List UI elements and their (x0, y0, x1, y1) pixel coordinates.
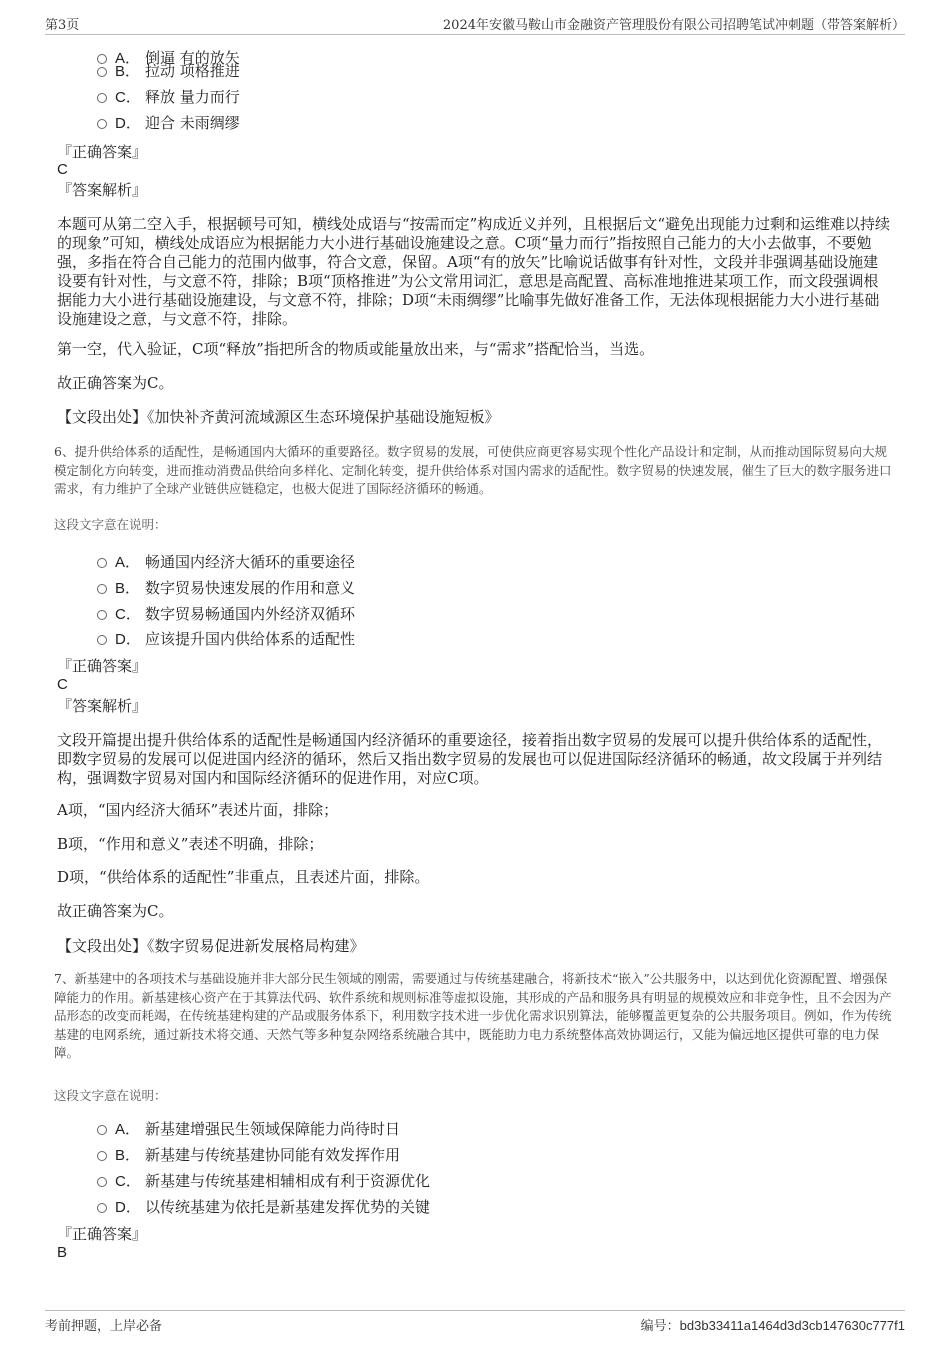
q6-answer: C (57, 676, 68, 693)
q6-source: 【文段出处】《数字贸易促进新发展格局构建》 (57, 937, 365, 955)
q7-question-text: 7、新基建中的各项技术与基础设施并非大部分民生领域的刚需，需要通过与传统基建融合，将新技术“嵌入”公共服务中，以达到优化资源配置、增强保障能力的作用。新基建核心资产在于其算法代码、软件系统和规则标准等虚拟设施，其形成的产品和服务具有明显的规模效应和非竞争性，且不会因为产品形态的改变而耗竭，在传统基建构建的产品或服务体系下，利用数字技术进一步优化需求识别算法，能够覆盖更复杂的公共服务项目。例如，作为传统基建的电网系统，通过新技术将交通、天然气等多种复杂网络系统融合其中，既能助力电力系统整体高效协调运行，又能为偏远地区提供可靠的电力保障。 (54, 971, 892, 1060)
q7-answer-label: 『正确答案』 (57, 1225, 148, 1243)
radio-icon[interactable] (97, 1203, 107, 1213)
q5-option-a[interactable]: A． 倒逼 有的放矢 (97, 49, 240, 68)
radio-icon[interactable] (97, 584, 107, 594)
document-title: 2024年安徽马鞍山市金融资产管理股份有限公司招聘笔试冲刺题（带答案解析） (442, 18, 905, 33)
q6-option-b[interactable]: B． 数字贸易快速发展的作用和意义 (97, 579, 355, 598)
radio-icon[interactable] (97, 635, 107, 645)
q6-option-c[interactable]: C． 数字贸易畅通国内外经济双循环 (97, 605, 355, 624)
radio-icon[interactable] (97, 1177, 107, 1187)
radio-icon[interactable] (97, 610, 107, 620)
q5-answer-label: 『正确答案』 (57, 143, 148, 161)
radio-icon[interactable] (97, 1151, 107, 1161)
q6-analysis-paragraph: D项，“供给体系的适配性”非重点，且表述片面，排除。 (57, 868, 430, 886)
q6-analysis-paragraph: A项，“国内经济大循环”表述片面，排除； (57, 801, 339, 819)
q5-analysis-paragraph: 故正确答案为C。 (57, 374, 174, 392)
q5-analysis-paragraph: 第一空，代入验证，C项“释放”指把所含的物质或能量放出来，与“需求”搭配恰当，当选。 (57, 340, 655, 358)
q5-option-d[interactable]: D． 迎合 未雨绸缪 (97, 114, 240, 133)
q5-option-b[interactable]: B． 拉动 项格推进 (97, 62, 240, 81)
q5-answer: C (57, 161, 68, 178)
q5-option-c[interactable]: C． 释放 量力而行 (97, 88, 240, 107)
radio-icon[interactable] (97, 558, 107, 568)
q6-answer-label: 『正确答案』 (57, 657, 148, 675)
page-number: 第3页 (45, 18, 80, 33)
page-header (45, 12, 905, 35)
q7-option-c[interactable]: C． 新基建与传统基建相辅相成有利于资源优化 (97, 1172, 430, 1191)
q6-question-text: 6、提升供给体系的适配性，是畅通国内大循环的重要路径。数字贸易的发展，可使供应商更容易实现个性化产品设计和定制，从而推动国际贸易向大规模定制化方向转变，进而推动消费品供给向多样化、定制化转变，提升供给体系对国内需求的适配性。数字贸易的快速发展，催生了巨大的数字服务进口需求，有力维护了全球产业链供应链稳定，也极大促进了国际经济循环的畅通。 (54, 444, 892, 496)
q6-analysis-label: 『答案解析』 (57, 697, 148, 715)
page-footer (45, 1310, 905, 1335)
radio-icon[interactable] (97, 67, 107, 77)
q7-option-a[interactable]: A． 新基建增强民生领域保障能力尚待时日 (97, 1120, 400, 1139)
q6-analysis-paragraph: 故正确答案为C。 (57, 902, 174, 920)
q6-option-a[interactable]: A． 畅通国内经济大循环的重要途径 (97, 553, 355, 572)
q6-prompt: 这段文字意在说明： (54, 517, 167, 532)
document-code: 编号：bd3b33411a1464d3d3cb147630c777f1 (640, 1318, 905, 1333)
q5-analysis-paragraph: 本题可从第二空入手，根据顿号可知，横线处成语与“按需而定”构成近义并列，且根据后文“避免出现能力过剩和运维难以持续的现象”可知，横线处成语应为根据能力大小进行基础设施建设之意。C项“量力而行”指按照自己能力的大小去做事，不要勉强，多指在符合自己能力的范围内做事，符合文意，保留。A项“有的放矢”比喻说话做事有针对性，文段并非强调基础设施建设要有针对性，与文意不符，排除；B项“顶格推进”为公文常用词汇，意思是高配置、高标准地推进某项工作，而文段强调根据能力大小进行基础设施建设，与文意不符，排除；D项“未雨绸缪”比喻事先做好准备工作，无法体现根据能力大小进行基础设施建设之意，与文意不符，排除。 (57, 215, 891, 328)
radio-icon[interactable] (97, 119, 107, 129)
q7-option-b[interactable]: B． 新基建与传统基建协同能有效发挥作用 (97, 1146, 400, 1165)
q6-analysis-paragraph: B项，“作用和意义”表述不明确，排除； (57, 835, 324, 853)
q5-source: 【文段出处】《加快补齐黄河流域源区生态环境保护基础设施短板》 (57, 408, 500, 426)
q6-analysis-paragraph: 文段开篇提出提升供给体系的适配性是畅通国内经济循环的重要途径，接着指出数字贸易的发展可以提升供给体系的适配性，即数字贸易的发展可以促进国内经济的循环，然后又指出数字贸易的发展也可以促进国际经济循环的畅通，故文段属于并列结构，强调数字贸易对国内和国际经济循环的促进作用，对应C项。 (57, 731, 883, 787)
radio-icon[interactable] (97, 93, 107, 103)
q7-prompt: 这段文字意在说明： (54, 1088, 167, 1103)
footer-slogan: 考前押题，上岸必备 (45, 1319, 163, 1334)
q7-answer: B (57, 1244, 68, 1261)
q7-option-d[interactable]: D． 以传统基建为依托是新基建发挥优势的关键 (97, 1198, 430, 1217)
radio-icon[interactable] (97, 1125, 107, 1135)
q5-analysis-label: 『答案解析』 (57, 181, 148, 199)
q6-option-d[interactable]: D． 应该提升国内供给体系的适配性 (97, 630, 355, 649)
